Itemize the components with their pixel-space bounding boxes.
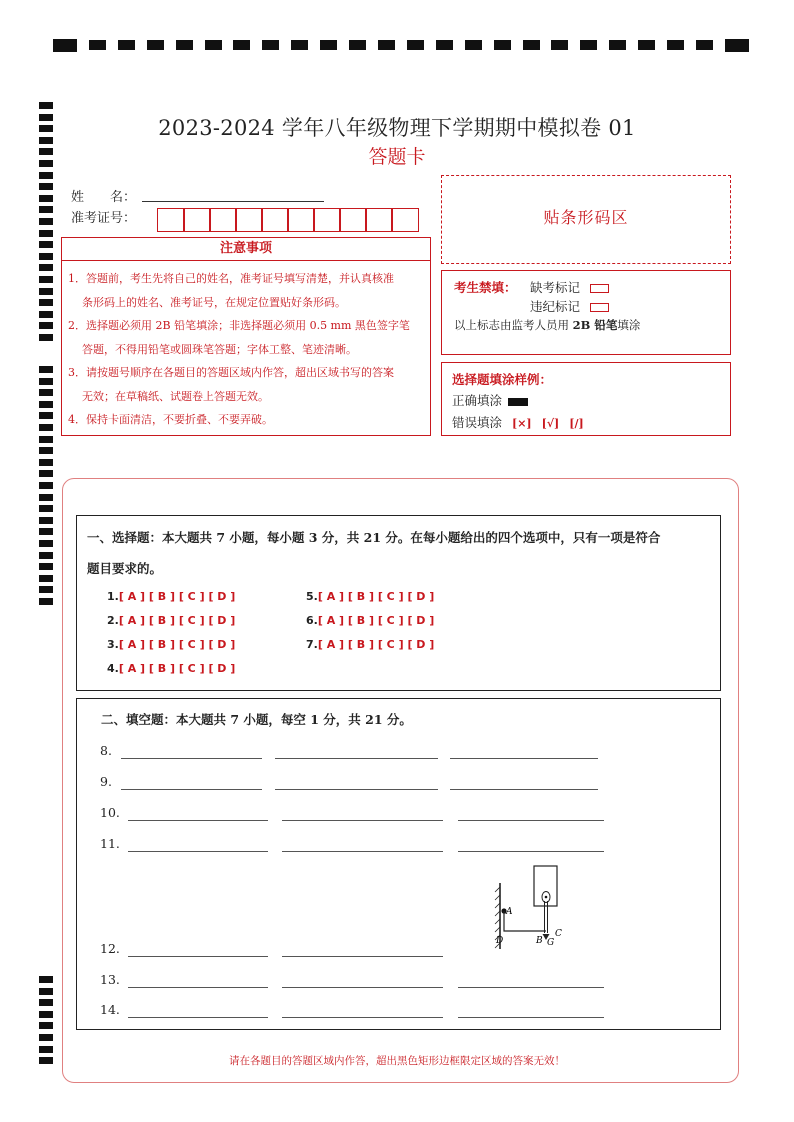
question-number: 9. xyxy=(100,774,112,789)
wrong-mark-check: [√] xyxy=(541,417,560,430)
page-title: 2023-2024 学年八年级物理下学期期中模拟卷 01 xyxy=(158,116,636,140)
label-d: D xyxy=(496,936,504,946)
label-c: C xyxy=(555,929,562,939)
notice-item: 4．保持卡面清洁，不要折叠、不要弄破。 xyxy=(68,413,273,426)
notice-item: 无效；在草稿纸、试题卷上答题无效。 xyxy=(82,389,269,403)
answer-blank[interactable] xyxy=(458,1017,604,1018)
name-label: 姓 名： xyxy=(71,190,137,205)
forbid-note: 以上标志由监考人员用 2B 铅笔填涂 xyxy=(454,318,641,332)
answer-blank[interactable] xyxy=(128,820,268,821)
violation-mark-label: 违纪标记 xyxy=(530,299,581,314)
choice-row[interactable]: 3.[ A ] [ B ] [ C ] [ D ] xyxy=(107,638,236,651)
examinee-forbidden-box xyxy=(441,270,731,355)
answer-blank[interactable] xyxy=(275,789,438,790)
barcode-label: 贴条形码区 xyxy=(543,208,629,227)
notice-item: 3．请按题号顺序在各题目的答题区域内作答，超出区域书写的答案 xyxy=(68,366,394,379)
correct-fill-mark xyxy=(508,398,528,406)
choice-section-heading-cont: 题目要求的。 xyxy=(87,561,163,576)
side-timing-marks-middle xyxy=(39,366,53,609)
fill-section-heading: 二、填空题：本大题共 7 小题，每空 1 分，共 21 分。 xyxy=(101,712,412,727)
forbid-label: 考生禁填： xyxy=(454,280,517,295)
correct-fill-label: 正确填涂 xyxy=(452,393,503,408)
choice-row[interactable]: 4.[ A ] [ B ] [ C ] [ D ] xyxy=(107,662,236,675)
notice-item: 2．选择题必须用 2B 铅笔填涂；非选择题必须用 0.5 mm 黑色签字笔 xyxy=(68,319,410,332)
choice-row[interactable]: 6.[ A ] [ B ] [ C ] [ D ] xyxy=(306,614,435,627)
weight-dot xyxy=(545,896,548,899)
answer-blank[interactable] xyxy=(282,956,443,957)
page-subtitle: 答题卡 xyxy=(368,146,426,168)
answer-blank[interactable] xyxy=(282,1017,443,1018)
absent-mark-label: 缺考标记 xyxy=(530,280,581,295)
question-number: 8. xyxy=(100,743,112,758)
wrong-mark-slash: [/] xyxy=(569,417,584,430)
answer-blank[interactable] xyxy=(121,789,262,790)
answer-blank[interactable] xyxy=(128,1017,268,1018)
answer-blank[interactable] xyxy=(282,820,443,821)
physics-diagram xyxy=(486,863,576,953)
answer-blank[interactable] xyxy=(275,758,438,759)
question-number: 11. xyxy=(100,836,120,851)
violation-mark-box[interactable] xyxy=(590,303,609,312)
answer-blank[interactable] xyxy=(282,987,443,988)
question-number: 13. xyxy=(100,972,120,987)
answer-blank[interactable] xyxy=(458,851,604,852)
notice-item: 1．答题前，考生先将自己的姓名，准考证号填写清楚，并认真核准 xyxy=(68,272,394,285)
choice-row[interactable]: 7.[ A ] [ B ] [ C ] [ D ] xyxy=(306,638,435,651)
answer-blank[interactable] xyxy=(450,789,598,790)
choice-row[interactable]: 1.[ A ] [ B ] [ C ] [ D ] xyxy=(107,590,236,603)
wrong-fill-label: 错误填涂 xyxy=(452,415,503,430)
choice-section-heading: 一、选择题：本大题共 7 小题，每小题 3 分，共 21 分。在每小题给出的四个选项中，只有一项是符合 xyxy=(87,530,661,545)
label-b: B xyxy=(536,936,543,946)
answer-blank[interactable] xyxy=(128,956,268,957)
label-a: A xyxy=(506,907,513,917)
choice-section xyxy=(76,515,721,691)
answer-blank[interactable] xyxy=(128,987,268,988)
choice-row[interactable]: 2.[ A ] [ B ] [ C ] [ D ] xyxy=(107,614,236,627)
answer-blank[interactable] xyxy=(121,758,262,759)
notice-heading: 注意事项 xyxy=(62,238,430,261)
notice-item: 条形码上的姓名、准考证号，在规定位置贴好条形码。 xyxy=(82,295,346,309)
answer-blank[interactable] xyxy=(128,851,268,852)
answer-blank[interactable] xyxy=(282,851,443,852)
label-g: G xyxy=(547,938,555,948)
top-timing-marks xyxy=(53,38,749,52)
answer-blank[interactable] xyxy=(450,758,598,759)
fill-sample-box xyxy=(441,362,731,436)
notice-box xyxy=(61,237,431,436)
question-number: 10. xyxy=(100,805,120,820)
exam-id-cells[interactable] xyxy=(157,208,417,232)
answer-blank[interactable] xyxy=(458,820,604,821)
fill-blank-section xyxy=(76,698,721,1030)
footer-warning: 请在各题目的答题区域内作答，超出黑色矩形边框限定区域的答案无效！ xyxy=(229,1055,565,1067)
absent-mark-box[interactable] xyxy=(590,284,609,293)
answer-blank[interactable] xyxy=(458,987,604,988)
sample-title: 选择题填涂样例： xyxy=(452,372,553,387)
notice-item: 答题，不得用铅笔或圆珠笔答题；字体工整、笔迹清晰。 xyxy=(82,342,357,356)
choice-row[interactable]: 5.[ A ] [ B ] [ C ] [ D ] xyxy=(306,590,435,603)
exam-id-label: 准考证号： xyxy=(71,211,137,226)
question-number: 12. xyxy=(100,941,120,956)
question-number: 14. xyxy=(100,1002,120,1017)
barcode-area xyxy=(441,175,731,264)
name-field[interactable] xyxy=(142,200,324,202)
wrong-mark-x: [×] xyxy=(512,417,532,430)
